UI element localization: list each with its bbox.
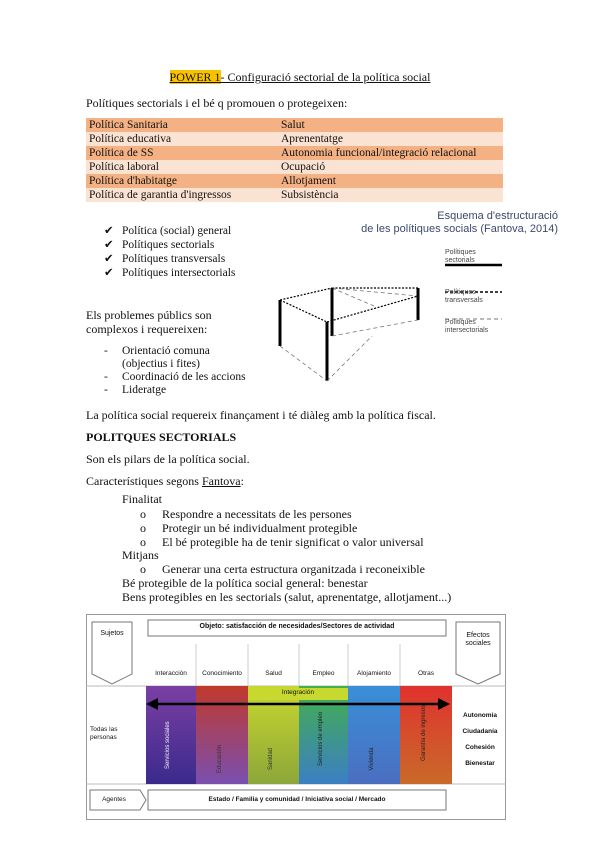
service-label: Servicios sociales	[165, 721, 171, 769]
fiscal-text: La política social requereix finançament i té diàleg amb la política fiscal.	[86, 408, 436, 422]
requirements-list	[104, 345, 246, 397]
list-item: o El bé protegible ha de tenir significat o valor universal	[140, 535, 424, 549]
sector-label: Alojamiento	[357, 670, 391, 677]
finalitat-list	[140, 507, 424, 549]
table-row	[86, 118, 503, 132]
effect-label: Bienestar	[465, 760, 495, 767]
intro-text: Polítiques sectorials i el bé q promouen o protegeixen:	[86, 96, 348, 110]
list-item: - Coordinació de les accions	[104, 371, 246, 383]
sector-label: Conocimiento	[202, 670, 242, 677]
todas-label: Todas las personas	[90, 726, 118, 741]
sector-label: Interacción	[155, 670, 187, 677]
list-item: o Protegir un bé individualment protegible	[140, 521, 358, 535]
good-cell: Ocupació	[278, 160, 503, 174]
problems-text: Els problemes públics son complexos i requereixen:	[86, 308, 212, 336]
table-row	[86, 174, 503, 188]
service-label: Garantía de ingresos	[421, 704, 427, 761]
sector-table	[86, 118, 503, 202]
title-highlight: POWER 1	[169, 70, 221, 84]
policy-cell: Política Sanitaria	[86, 118, 278, 132]
mitjans-list	[140, 562, 425, 576]
good-cell: Aprenentatge	[278, 132, 503, 146]
finalitat-label: Finalitat	[122, 492, 162, 506]
service-label: Vivienda	[369, 747, 375, 771]
legend-transversals: Polítiques transversals	[445, 289, 483, 304]
list-item: ✔ Polítiques transversals	[104, 253, 226, 265]
policy-cell: Política de SS	[86, 146, 278, 160]
good-cell: Subsistència	[278, 188, 503, 202]
sector-label: Empleo	[312, 670, 335, 677]
list-item: - Orientació comuna	[104, 345, 210, 357]
list-item: (objectius i fites)	[122, 358, 200, 370]
sector-label: Otras	[418, 670, 434, 677]
title-rest: - Configuració sectorial de la política social	[220, 70, 431, 84]
service-label: Servicios de empleo	[318, 711, 324, 766]
mitjans-label: Mitjans	[122, 548, 159, 562]
service-label: Educación	[217, 744, 223, 774]
list-item: o Generar una certa estructura organitzada i reconeixible	[140, 562, 425, 576]
effect-label: Cohesión	[465, 744, 495, 751]
table-row	[86, 132, 503, 146]
efectos-label: Efectos sociales	[465, 632, 491, 647]
pillars-text: Son els pilars de la política social.	[86, 452, 250, 466]
checkmark-icon: ✔	[104, 239, 114, 251]
good-cell: Allotjament	[278, 174, 503, 188]
effect-label: Autonomía	[463, 712, 497, 719]
list-item: ✔ Polítiques intersectorials	[104, 267, 236, 279]
characteristics-text: Característiques segons Fantova:	[86, 474, 244, 488]
list-item: ✔ Polítiques sectorials	[104, 239, 215, 251]
list-item: o Respondre a necessitats de les persones	[140, 507, 352, 521]
policy-cell: Política de garantia d'ingressos	[86, 188, 278, 202]
sectors-figure	[86, 614, 506, 820]
legend-intersectorials: Polítiques intersectorials	[445, 319, 489, 334]
bens-sectorials-text: Bens protegibles en les sectorials (salut, aprenentatge, allotjament...)	[122, 590, 452, 604]
list-item: ✔ Política (social) general	[104, 225, 232, 237]
figure-frame	[86, 614, 506, 820]
author-link: Fantova	[201, 474, 241, 488]
objeto-label: Objeto: satisfacción de necesidades/Sectores de actividad	[199, 623, 395, 630]
structure-diagram	[272, 248, 572, 388]
sector-label: Salud	[265, 670, 282, 677]
table-row	[86, 188, 503, 202]
integracion-label: Integración	[281, 689, 315, 696]
be-general-text: Bé protegible de la política social general: benestar	[122, 576, 368, 590]
policy-cell: Política educativa	[86, 132, 278, 146]
section-heading: POLITQUES SECTORIALS	[86, 430, 237, 444]
agentes-bar: Estado / Familia y comunidad / Iniciativa social / Mercado	[208, 796, 386, 803]
table-row	[86, 146, 503, 160]
policy-check-list	[104, 224, 235, 280]
table-row	[86, 160, 503, 174]
good-cell: Autonomia funcional/integració relacional	[278, 146, 503, 160]
effect-label: Ciudadanía	[462, 728, 498, 735]
policy-cell: Política d'habitatge	[86, 174, 278, 188]
legend-sectorials: Polítiques sectorials	[445, 249, 476, 264]
good-cell: Salut	[278, 118, 503, 132]
agentes-label: Agentes	[102, 796, 126, 803]
diagram-title: Esquema d'estructuració de les polítiques socials (Fantova, 2014)	[361, 210, 558, 235]
sujetos-label: Sujetos	[100, 630, 124, 637]
checkmark-icon: ✔	[104, 225, 114, 237]
list-item: - Lideratge	[104, 384, 167, 396]
checkmark-icon: ✔	[104, 267, 114, 279]
page-title	[0, 70, 600, 85]
checkmark-icon: ✔	[104, 253, 114, 265]
policy-cell: Política laboral	[86, 160, 278, 174]
service-label: Sanidad	[268, 747, 274, 771]
